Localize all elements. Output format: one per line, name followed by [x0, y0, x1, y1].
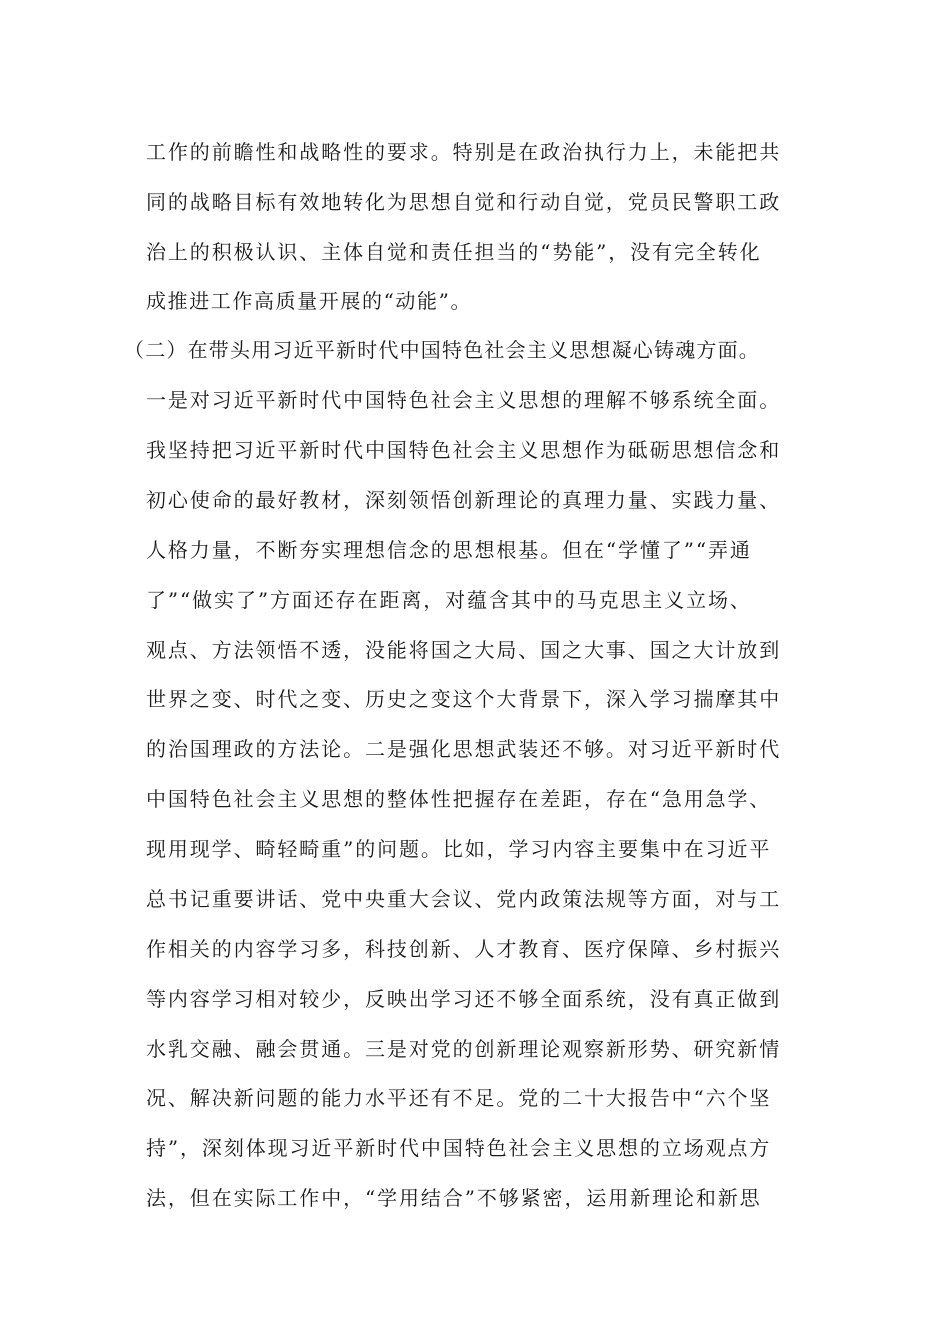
text-line-15: 现用现学、畸轻畸重”的问题。比如，学习内容主要集中在习近平	[146, 837, 772, 861]
text-line-14: 中国特色社会主义思想的整体性把握存在差距，存在“急用急学、	[146, 787, 772, 811]
text-line-12: 世界之变、时代之变、历史之变这个大背景下，深入学习揣摩其中	[146, 687, 782, 711]
text-line-2: 同的战略目标有效地转化为思想自觉和行动自觉，党员民警职工政	[146, 190, 782, 214]
text-line-10: 了”“做实了”方面还存在距离，对蕴含其中的马克思主义立场、	[146, 588, 752, 612]
text-line-20: 况、解决新问题的能力水平还有不足。党的二十大报告中“六个坚	[146, 1086, 772, 1110]
text-line-6: 一是对习近平新时代中国特色社会主义思想的理解不够系统全面。	[146, 388, 782, 412]
text-line-4: 成推进工作高质量开展的“动能”。	[146, 289, 473, 313]
text-line-18: 等内容学习相对较少，反映出学习还不够全面系统，没有真正做到	[146, 987, 782, 1011]
text-line-17: 作相关的内容学习多，科技创新、人才教育、医疗保障、乡村振兴	[146, 937, 782, 961]
text-line-11: 观点、方法领悟不透，没能将国之大局、国之大事、国之大计放到	[146, 638, 782, 662]
text-line-1: 工作的前瞻性和战略性的要求。特别是在政治执行力上，未能把共	[146, 140, 782, 164]
text-line-21: 持”，深刻体现习近平新时代中国特色社会主义思想的立场观点方	[146, 1136, 772, 1160]
text-line-8: 初心使命的最好教材，深刻领悟创新理论的真理力量、实践力量、	[146, 488, 782, 512]
text-line-9: 人格力量，不断夯实理想信念的思想根基。但在“学懂了”“弄通	[146, 538, 752, 562]
text-line-16: 总书记重要讲话、党中央重大会议、党内政策法规等方面，对与工	[146, 887, 782, 911]
text-line-22: 法，但在实际工作中，“学用结合”不够紧密，运用新理论和新思	[146, 1186, 762, 1210]
text-line-3: 治上的积极认识、主体自觉和责任担当的“势能”，没有完全转化	[146, 240, 762, 264]
text-line-13: 的治国理政的方法论。二是强化思想武装还不够。对习近平新时代	[146, 737, 782, 761]
section-heading: （二）在带头用习近平新时代中国特色社会主义思想凝心铸魂方面。	[124, 338, 760, 362]
text-line-19: 水乳交融、融会贯通。三是对党的创新理论观察新形势、研究新情	[146, 1037, 782, 1061]
text-line-7: 我坚持把习近平新时代中国特色社会主义思想作为砥砺思想信念和	[146, 438, 782, 462]
